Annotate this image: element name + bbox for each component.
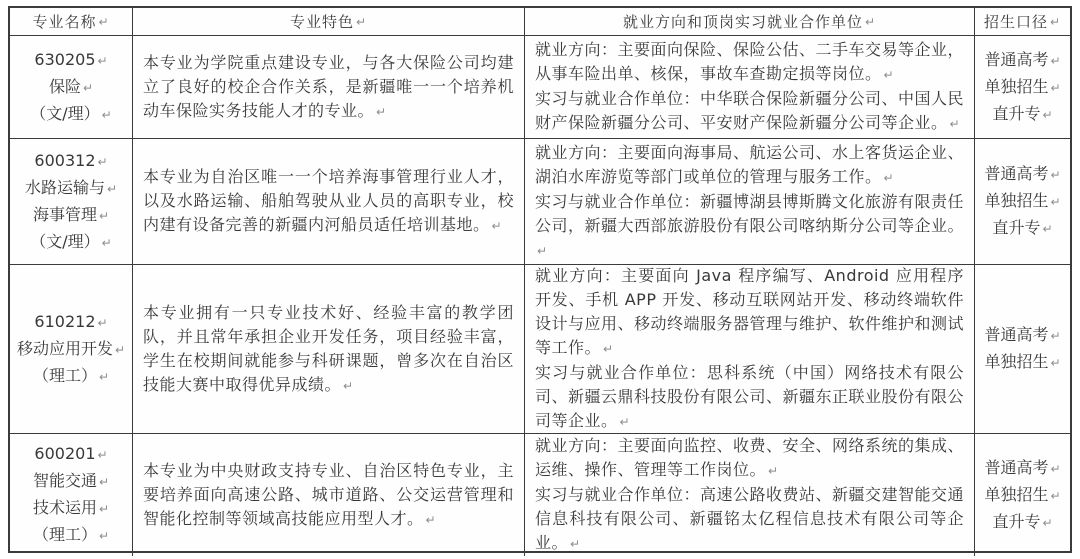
major-feature-cell xyxy=(133,265,525,433)
employment-cell xyxy=(525,139,975,264)
major-code: 600201 ↵ xyxy=(34,444,108,463)
major-track: （文/理） ↵ xyxy=(30,103,112,123)
enrollment-channel: 直升专 ↵ xyxy=(992,103,1053,123)
major-code: 600312 ↵ xyxy=(34,150,108,170)
major-name: 水路运输与 ↵ xyxy=(24,177,118,197)
internship-partners-text: 实习与就业合作单位：中华联合保险新疆分公司、中国人民财产保险新疆分公司、平安财产保险新疆分公司等企业。 ↵ xyxy=(535,89,965,132)
col-header-employment-label: 就业方向和顶岗实习就业合作单位 xyxy=(622,13,863,31)
return-mark-icon: ↵ xyxy=(537,243,548,258)
major-name-cell xyxy=(10,36,133,138)
major-feature-cell xyxy=(133,36,525,138)
return-mark-icon: ↵ xyxy=(98,14,110,29)
major-name: 保险 ↵ xyxy=(48,76,94,96)
table-header-row xyxy=(10,8,1070,36)
return-mark-icon: ↵ xyxy=(1042,222,1053,236)
return-mark-icon: ↵ xyxy=(883,68,895,82)
return-mark-icon: ↵ xyxy=(425,512,437,527)
enrollment-channel: 单独招生 ↵ xyxy=(984,191,1061,210)
return-mark-icon: ↵ xyxy=(98,502,110,516)
return-mark-icon: ↵ xyxy=(1050,461,1061,476)
feature-text: 本专业为中央财政支持专业、自治区特色专业，主要培养面向高速公路、城市道路、公交运营管理和智能化控制等领域高技能应用型人才。 ↵ xyxy=(143,460,514,528)
return-mark-icon: ↵ xyxy=(97,154,108,169)
return-mark-icon: ↵ xyxy=(1050,53,1061,68)
col-header-major-name xyxy=(10,8,133,35)
employment-cell xyxy=(525,434,975,556)
feature-text: 本专业为自治区唯一一个培养海事管理行业人才，以及水路运输、船舶驾驶从业人员的高职专业，校内建有设备完善的新疆内河船员适任培训基地。 ↵ xyxy=(143,167,514,234)
major-name-cell xyxy=(10,434,133,556)
enrollment-cell xyxy=(975,434,1070,556)
return-mark-icon: ↵ xyxy=(864,14,877,29)
return-mark-icon: ↵ xyxy=(101,235,112,250)
enrollment-channel: 直升专 ↵ xyxy=(992,218,1053,237)
table-row-630205-insurance xyxy=(10,36,1070,139)
return-mark-icon: ↵ xyxy=(1050,488,1061,503)
major-name-cell xyxy=(10,265,133,433)
table-row-600201-intelligent-transport xyxy=(10,434,1070,556)
major-name: 技术运用 ↵ xyxy=(32,498,110,517)
major-feature-cell xyxy=(133,434,525,556)
enrollment-channel: 普通高考 ↵ xyxy=(984,325,1061,344)
return-mark-icon: ↵ xyxy=(603,342,614,356)
major-name: 智能交通 ↵ xyxy=(32,471,110,490)
major-name: 移动应用开发 ↵ xyxy=(16,338,126,358)
major-name-cell xyxy=(10,139,133,264)
return-mark-icon: ↵ xyxy=(98,475,110,489)
enrollment-channel: 单独招生 ↵ xyxy=(984,484,1061,504)
return-mark-icon: ↵ xyxy=(101,107,112,122)
return-mark-icon: ↵ xyxy=(376,104,387,119)
return-mark-icon: ↵ xyxy=(343,378,354,393)
col-header-major-name-label: 专业名称 xyxy=(32,13,97,31)
internship-partners-text: 实习与就业合作单位：思科系统（中国）网络技术有限公司、新疆云鼎科技股份有限公司、新疆东正联业股份有限公司等企业。 ↵ xyxy=(535,363,965,430)
enrollment-cell xyxy=(975,265,1070,433)
major-code: 630205 ↵ xyxy=(34,49,108,69)
return-mark-icon: ↵ xyxy=(355,14,368,29)
feature-text: 本专业拥有一只专业技术好、经验丰富的教学团队，并且常年承担企业开发任务，项目经验丰富，学生在校期间就能参与科研课题，曾多次在自治区技能大赛中取得优异成绩。 ↵ xyxy=(143,302,514,394)
table-row-610212-mobile-app xyxy=(10,265,1070,434)
return-mark-icon: ↵ xyxy=(97,448,108,462)
return-mark-icon: ↵ xyxy=(1050,356,1061,370)
major-track: （文/理） ↵ xyxy=(30,231,112,251)
return-mark-icon: ↵ xyxy=(949,117,961,131)
return-mark-icon: ↵ xyxy=(114,342,126,357)
employment-direction-text: 就业方向：主要面向监控、收费、安全、网络系统的集成、运维、操作、管理等工作岗位。 ↵ xyxy=(535,436,965,479)
major-track: （理工） ↵ xyxy=(32,365,110,385)
internship-partners-text: 实习与就业合作单位：高速公路收费站、新疆交建智能交通信息科技有限公司、新疆铭太亿程信息技术有限公司等企业。 ↵ xyxy=(535,485,965,552)
col-header-major-feature-label: 专业特色 xyxy=(289,13,354,31)
return-mark-icon: ↵ xyxy=(883,170,895,185)
enrollment-channel: 普通高考 ↵ xyxy=(984,457,1061,477)
return-mark-icon: ↵ xyxy=(768,464,779,478)
col-header-major-feature xyxy=(133,8,525,35)
employment-direction-text: 就业方向：主要面向海事局、航运公司、水上客货运企业、湖泊水库游览等部门或单位的管理与服务工作。 ↵ xyxy=(535,142,965,186)
return-mark-icon: ↵ xyxy=(1050,329,1061,343)
return-mark-icon: ↵ xyxy=(98,529,110,543)
employment-cell xyxy=(525,265,975,433)
col-header-enrollment-label: 招生口径 xyxy=(983,13,1048,31)
major-code: 610212 ↵ xyxy=(34,311,108,331)
enrollment-cell xyxy=(975,139,1070,264)
col-header-employment xyxy=(525,8,975,35)
employment-direction-text: 就业方向：主要面向保险、保险公估、二手车交易等企业，从事车险出单、核保，事故车查勘定损等岗位。 ↵ xyxy=(535,40,965,83)
major-feature-cell xyxy=(133,139,525,264)
return-mark-icon: ↵ xyxy=(1042,515,1053,530)
table-row-600312-maritime xyxy=(10,139,1070,265)
return-mark-icon: ↵ xyxy=(619,415,631,429)
return-mark-icon: ↵ xyxy=(1050,195,1061,209)
return-mark-icon: ↵ xyxy=(82,80,94,95)
enrollment-channel: 单独招生 ↵ xyxy=(984,352,1061,371)
return-mark-icon: ↵ xyxy=(491,219,503,233)
return-mark-icon: ↵ xyxy=(1050,168,1061,182)
return-mark-icon: ↵ xyxy=(570,537,581,551)
enrollment-cell xyxy=(975,36,1070,138)
majors-table xyxy=(8,6,1072,553)
enrollment-channel: 直升专 ↵ xyxy=(992,511,1053,531)
major-track: （理工） ↵ xyxy=(32,525,110,544)
return-mark-icon: ↵ xyxy=(98,369,110,384)
return-mark-icon: ↵ xyxy=(1050,80,1061,95)
return-mark-icon: ↵ xyxy=(98,208,110,223)
enrollment-channel: 普通高考 ↵ xyxy=(984,164,1061,183)
return-mark-icon: ↵ xyxy=(1042,107,1053,122)
feature-text: 本专业为学院重点建设专业，与各大保险公司均建立了良好的校企合作关系，是新疆唯一一个培养机动车保险实务技能人才的专业。 ↵ xyxy=(143,52,514,120)
employment-cell xyxy=(525,36,975,138)
return-mark-icon: ↵ xyxy=(106,181,118,196)
return-mark-icon: ↵ xyxy=(97,53,108,68)
employment-direction-text: 就业方向：主要面向 Java 程序编写、Android 应用程序开发、手机 APP 开发、移动互联网站开发、移动终端软件设计与应用、移动终端服务器管理与维护、软件维护和测试等工作。 ↵ xyxy=(535,266,965,357)
internship-partners-text: 实习与就业合作单位：新疆博湖县博斯腾文化旅游有限责任公司，新疆大西部旅游股份有限公司喀纳斯分公司等企业。↵ xyxy=(535,191,965,258)
return-mark-icon: ↵ xyxy=(1049,14,1062,29)
major-name: 海事管理 ↵ xyxy=(32,204,110,224)
enrollment-channel: 普通高考 ↵ xyxy=(984,49,1061,69)
return-mark-icon: ↵ xyxy=(97,315,108,330)
enrollment-channel: 单独招生 ↵ xyxy=(984,76,1061,96)
col-header-enrollment xyxy=(975,8,1070,35)
